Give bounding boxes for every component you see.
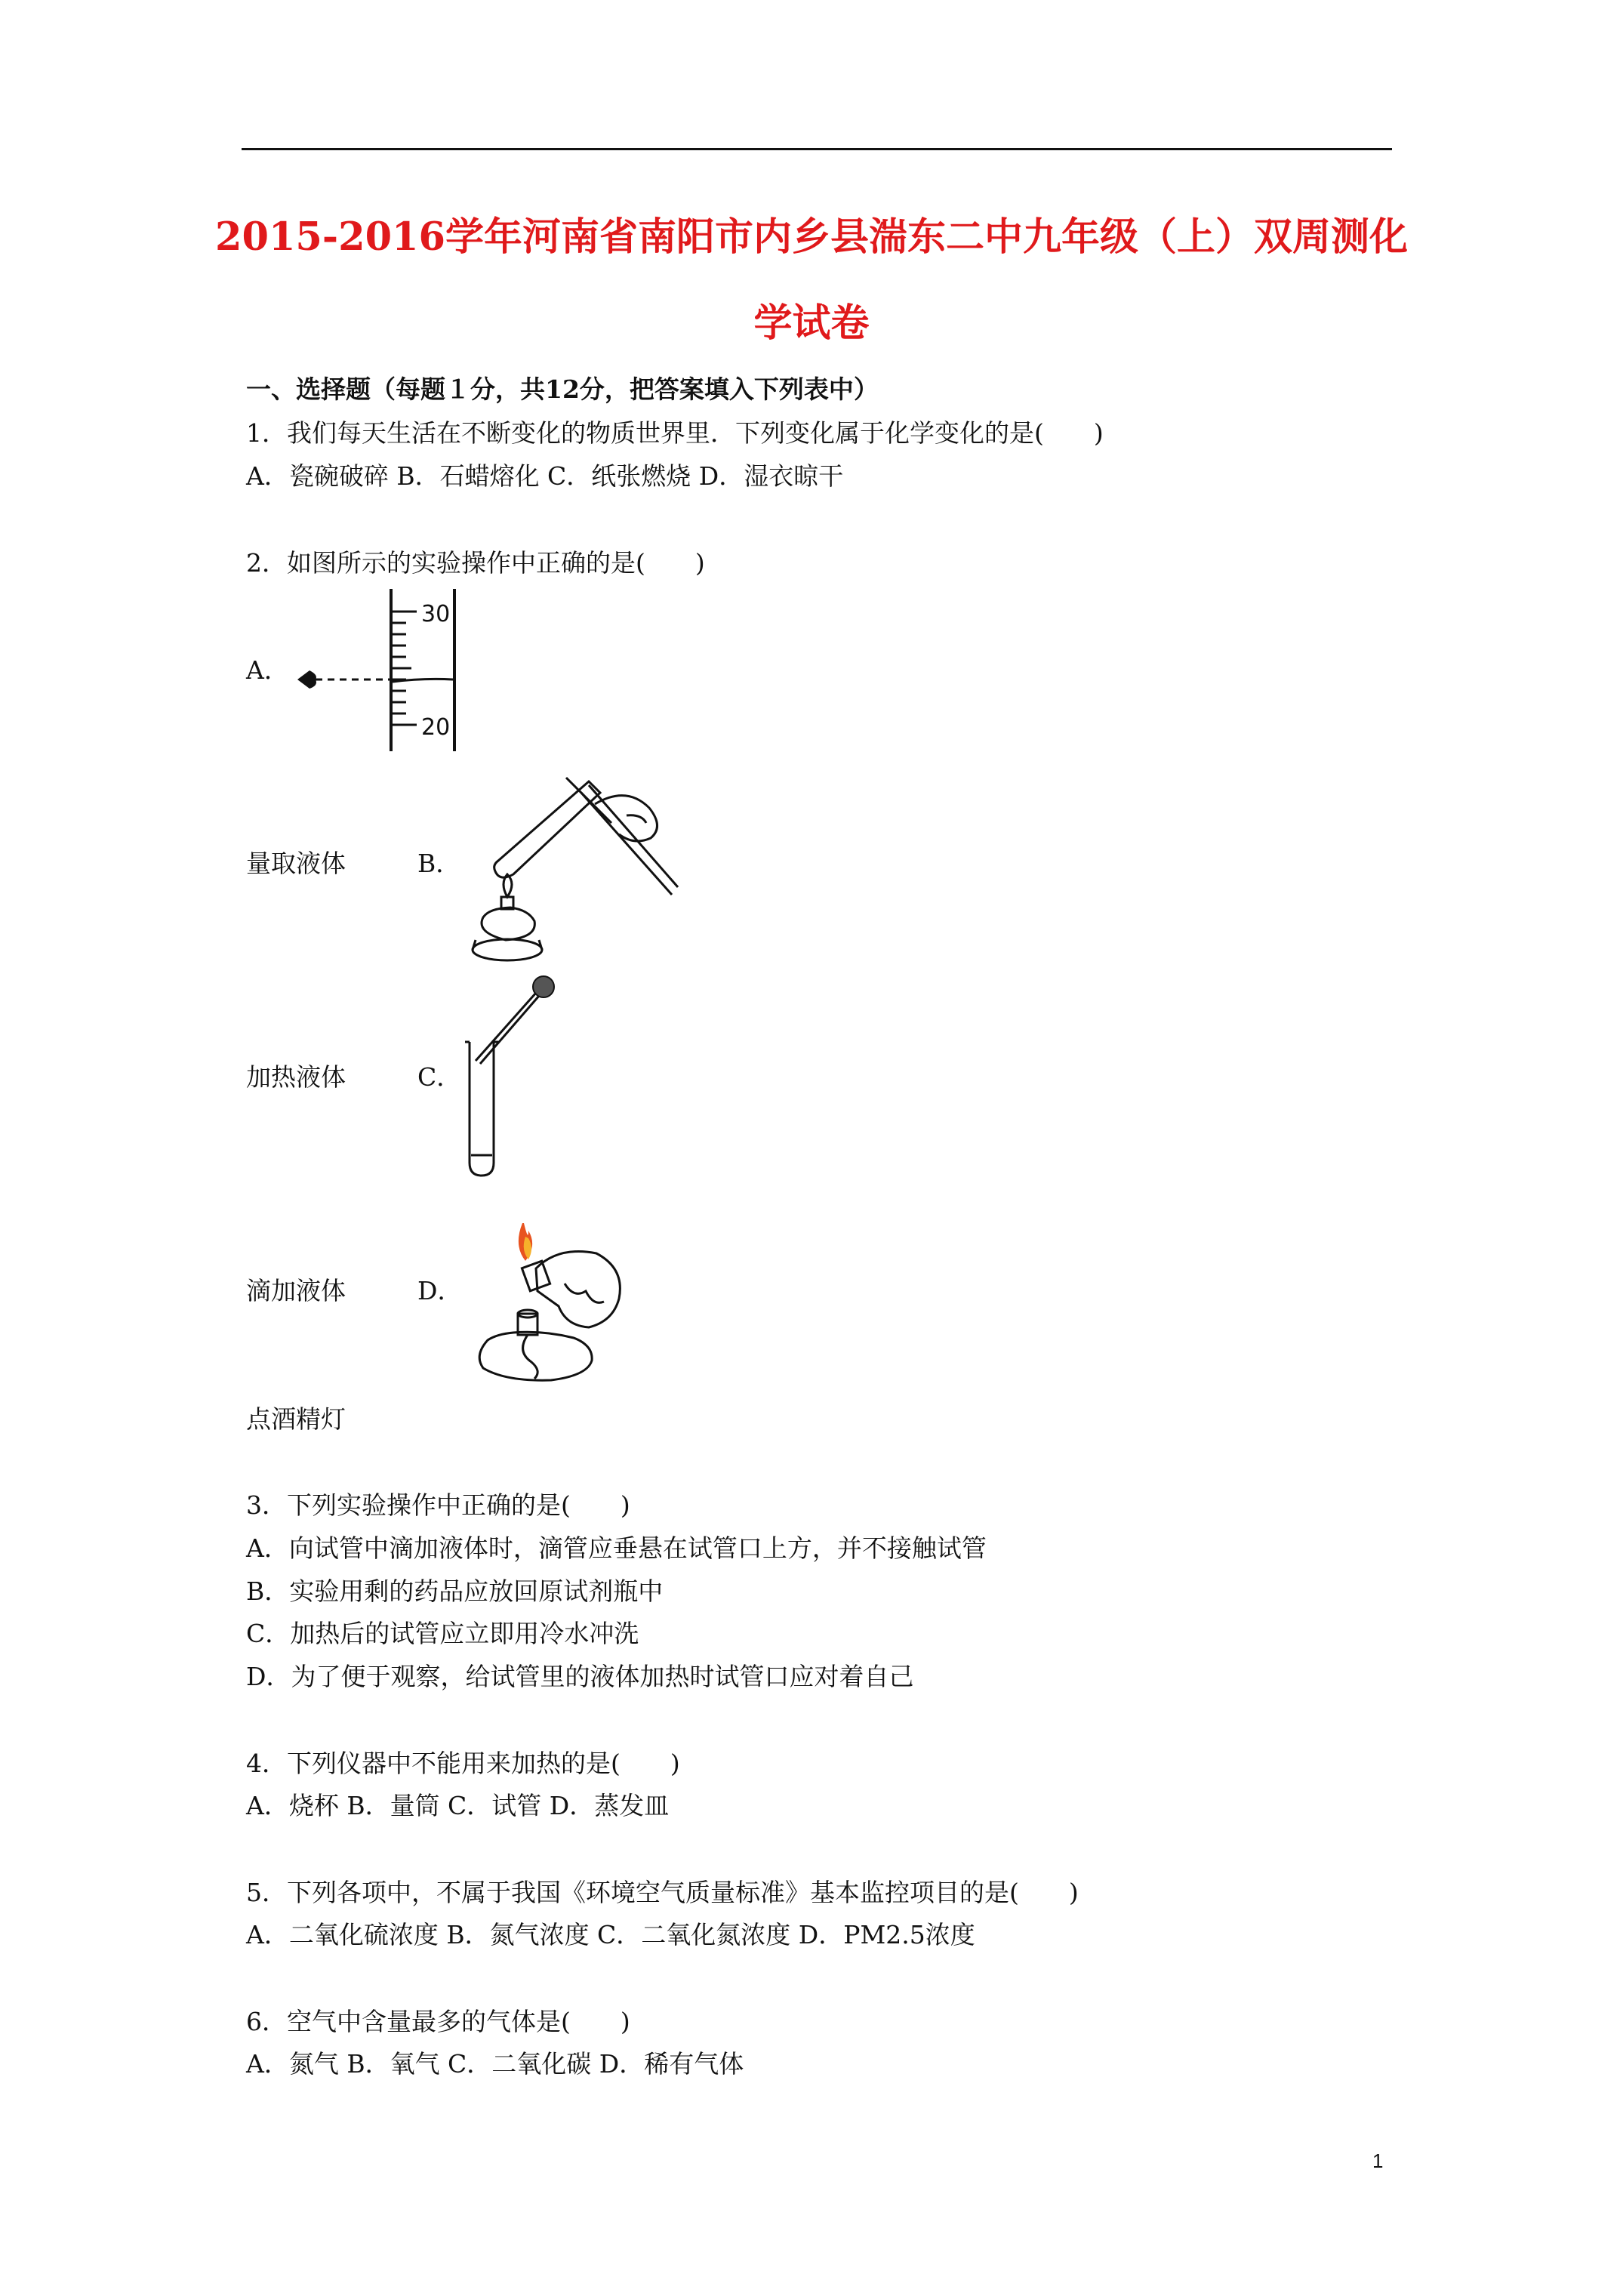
alcohol-lamp-figure (453, 1200, 634, 1389)
measuring-cylinder-figure (287, 581, 476, 759)
page-title-line2: 学试卷 (753, 300, 870, 346)
q2-option-c-letter: C． (417, 1062, 462, 1092)
section-heading: 一、选择题（每题１分，共12分，把答案填入下列表中） (246, 374, 879, 404)
q3-stem: 3．下列实验操作中正确的是( ) (246, 1490, 630, 1520)
tick-label-20: 20 (421, 714, 451, 741)
q2-option-a-letter: A． (246, 655, 289, 685)
q3-option-c: C．加热后的试管应立即用冷水冲洗 (246, 1619, 639, 1648)
page-number: 1 (1372, 2150, 1384, 2172)
q3-option-d: D．为了便于观察，给试管里的液体加热时试管口应对着自己 (246, 1662, 914, 1691)
q5-stem: 5．下列各项中，不属于我国《环境空气质量标准》基本监控项目的是( ) (246, 1878, 1079, 1907)
q3-option-a: A．向试管中滴加液体时，滴管应垂悬在试管口上方，并不接触试管 (246, 1533, 987, 1563)
dropping-liquid-figure (453, 970, 559, 1182)
q2-option-c-label: 滴加液体 (246, 1276, 346, 1305)
q2-option-d-letter: D． (417, 1276, 463, 1305)
q2-option-b-label: 加热液体 (246, 1062, 346, 1092)
q2-option-b-letter: B． (417, 849, 461, 878)
q1-stem: 1．我们每天生活在不断变化的物质世界里．下列变化属于化学变化的是( ) (246, 418, 1104, 448)
q1-options: A．瓷碗破碎 B．石蜡熔化 C．纸张燃烧 D．湿衣晾干 (246, 461, 844, 491)
q2-option-a-label: 量取液体 (246, 849, 346, 878)
q2-option-d-label: 点酒精灯 (246, 1404, 346, 1434)
q4-options: A．烧杯 B．量筒 C．试管 D．蒸发皿 (246, 1791, 670, 1820)
q4-stem: 4．下列仪器中不能用来加热的是( ) (246, 1749, 680, 1778)
q6-options: A．氮气 B．氧气 C．二氧化碳 D．稀有气体 (246, 2049, 744, 2079)
heating-liquid-figure (453, 763, 687, 966)
q6-stem: 6．空气中含量最多的气体是( ) (246, 2007, 630, 2036)
header-rule (242, 148, 1392, 150)
page-title-line1: 2015-2016学年河南省南阳市内乡县湍东二中九年级（上）双周测化 (214, 214, 1409, 260)
q2-stem: 2．如图所示的实验操作中正确的是( ) (246, 548, 705, 578)
q5-options: A．二氧化硫浓度 B．氮气浓度 C．二氧化氮浓度 D．PM2.5浓度 (246, 1920, 975, 1949)
tick-label-30: 30 (421, 601, 451, 627)
q3-option-b: B．实验用剩的药品应放回原试剂瓶中 (246, 1576, 664, 1606)
